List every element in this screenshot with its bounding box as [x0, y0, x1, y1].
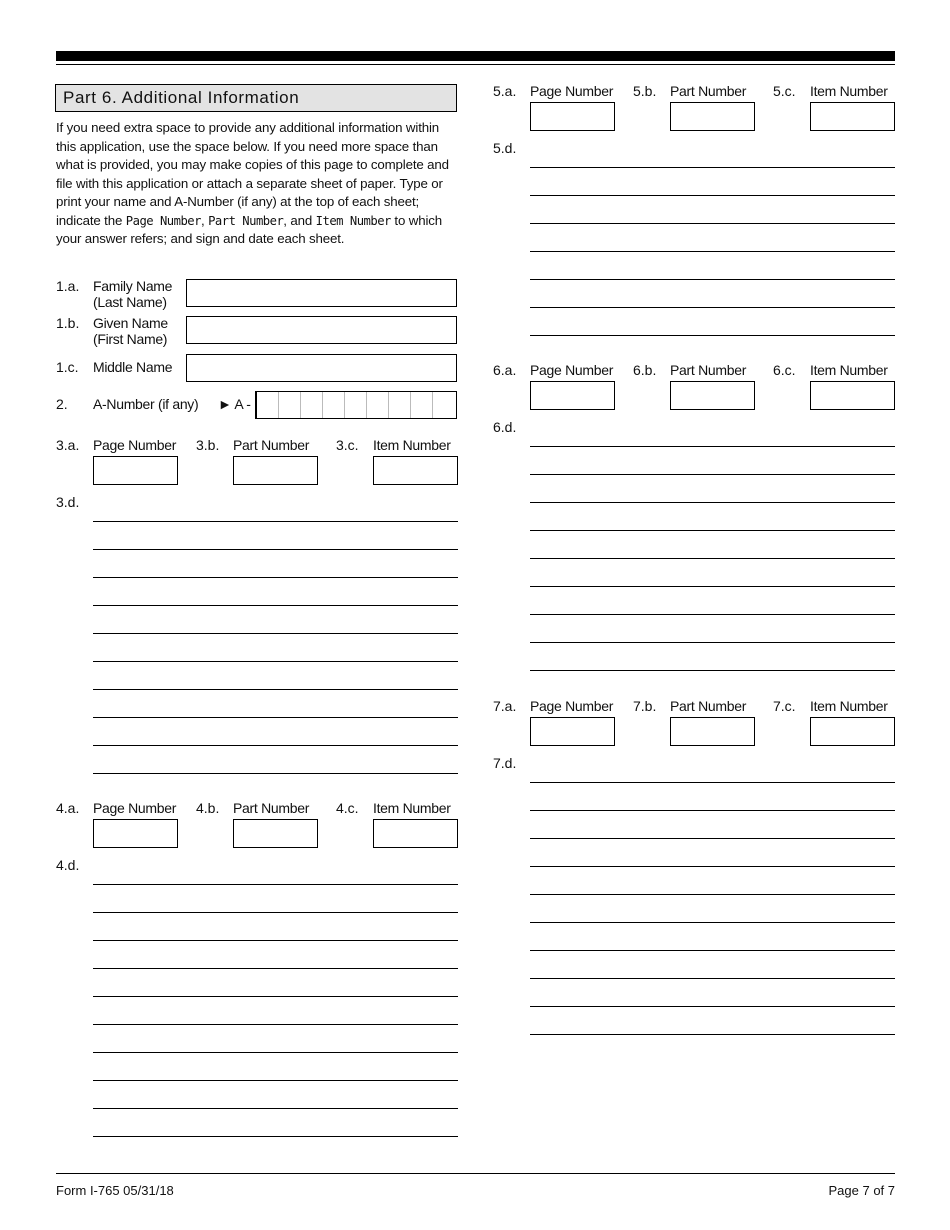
part-number-input-7[interactable]: [670, 717, 755, 746]
form-id: Form I-765 05/31/18: [56, 1183, 174, 1198]
answer-line[interactable]: [93, 912, 458, 913]
answer-line[interactable]: [530, 195, 895, 196]
field-5b-number: 5.b.: [633, 83, 657, 99]
answer-line[interactable]: [530, 614, 895, 615]
answer-line[interactable]: [530, 978, 895, 979]
field-4c-number: 4.c.: [336, 800, 359, 816]
answer-line[interactable]: [530, 335, 895, 336]
field-4b-number: 4.b.: [196, 800, 220, 816]
given-name-label-1: Given Name: [93, 315, 168, 331]
a-number-cell[interactable]: [278, 392, 300, 418]
a-number-label: A-Number (if any): [93, 396, 199, 412]
answer-line[interactable]: [530, 446, 895, 447]
field-3c-number: 3.c.: [336, 437, 359, 453]
part-number-input-4[interactable]: [233, 819, 318, 848]
field-4a-number: 4.a.: [56, 800, 80, 816]
field-1a-number: 1.a.: [56, 278, 80, 294]
field-6b-number: 6.b.: [633, 362, 657, 378]
a-number-prefix: ► A -: [218, 396, 251, 412]
page-number-input-4[interactable]: [93, 819, 178, 848]
answer-line[interactable]: [93, 633, 458, 634]
answer-line[interactable]: [93, 940, 458, 941]
item-number-label-4: Item Number: [373, 800, 451, 816]
page-number-label-3: Page Number: [93, 437, 177, 453]
answer-line[interactable]: [530, 167, 895, 168]
intro-sep-1: ,: [200, 212, 209, 228]
a-number-cell[interactable]: [322, 392, 344, 418]
item-number-input-4[interactable]: [373, 819, 458, 848]
answer-line[interactable]: [93, 521, 458, 522]
answer-line[interactable]: [93, 549, 458, 550]
field-7a-number: 7.a.: [493, 698, 517, 714]
part-6-header: [55, 84, 457, 112]
part-number-input-5[interactable]: [670, 102, 755, 131]
part-number-input-6[interactable]: [670, 381, 755, 410]
answer-line[interactable]: [530, 670, 895, 671]
a-number-cell[interactable]: [256, 392, 278, 418]
a-number-input[interactable]: [255, 391, 457, 419]
a-number-cell[interactable]: [344, 392, 366, 418]
answer-line[interactable]: [93, 968, 458, 969]
page-number-label-4: Page Number: [93, 800, 177, 816]
answer-line[interactable]: [530, 279, 895, 280]
answer-line[interactable]: [93, 577, 458, 578]
answer-line[interactable]: [530, 251, 895, 252]
answer-line[interactable]: [530, 950, 895, 951]
middle-name-input[interactable]: [186, 354, 457, 382]
item-number-label-7: Item Number: [810, 698, 888, 714]
item-number-label-5: Item Number: [810, 83, 888, 99]
field-6c-number: 6.c.: [773, 362, 796, 378]
intro-text-2: to which your answer refers; and sign and date each sheet.: [56, 212, 443, 246]
answer-line[interactable]: [93, 717, 458, 718]
answer-line[interactable]: [530, 530, 895, 531]
part-number-label-5: Part Number: [670, 83, 747, 99]
page-number-label-6: Page Number: [530, 362, 614, 378]
field-2-number: 2.: [56, 396, 68, 412]
item-number-input-7[interactable]: [810, 717, 895, 746]
field-4d-number: 4.d.: [56, 857, 80, 873]
page-number-input-5[interactable]: [530, 102, 615, 131]
intro-part-number: Part Number: [208, 213, 284, 228]
answer-line[interactable]: [530, 782, 895, 783]
family-name-label-1: Family Name: [93, 278, 173, 294]
item-number-input-3[interactable]: [373, 456, 458, 485]
part-number-label-7: Part Number: [670, 698, 747, 714]
part-number-label-4: Part Number: [233, 800, 310, 816]
field-7c-number: 7.c.: [773, 698, 796, 714]
answer-line[interactable]: [530, 1034, 895, 1035]
answer-line[interactable]: [530, 558, 895, 559]
item-number-input-5[interactable]: [810, 102, 895, 131]
page-number-input-3[interactable]: [93, 456, 178, 485]
answer-line[interactable]: [530, 866, 895, 867]
answer-line[interactable]: [93, 661, 458, 662]
field-1b-number: 1.b.: [56, 315, 80, 331]
family-name-label: [93, 278, 172, 310]
answer-line[interactable]: [93, 1024, 458, 1025]
answer-line[interactable]: [93, 605, 458, 606]
answer-line[interactable]: [530, 838, 895, 839]
field-6a-number: 6.a.: [493, 362, 517, 378]
field-3b-number: 3.b.: [196, 437, 220, 453]
page-number-input-7[interactable]: [530, 717, 615, 746]
item-number-label-6: Item Number: [810, 362, 888, 378]
bottom-rule: [56, 1173, 895, 1174]
page-number-label-7: Page Number: [530, 698, 614, 714]
answer-line[interactable]: [530, 642, 895, 643]
field-7b-number: 7.b.: [633, 698, 657, 714]
answer-line[interactable]: [93, 773, 458, 774]
answer-line[interactable]: [530, 810, 895, 811]
answer-line[interactable]: [530, 586, 895, 587]
field-5d-number: 5.d.: [493, 140, 517, 156]
answer-line[interactable]: [530, 474, 895, 475]
intro-text: [56, 119, 458, 249]
answer-line[interactable]: [93, 1108, 458, 1109]
middle-name-label: Middle Name: [93, 359, 173, 375]
part-number-label-6: Part Number: [670, 362, 747, 378]
field-6d-number: 6.d.: [493, 419, 517, 435]
given-name-label: [93, 315, 168, 347]
family-name-label-2: (Last Name): [93, 294, 167, 310]
intro-item-number: Item Number: [315, 213, 391, 228]
page-number: Page 7 of 7: [828, 1183, 895, 1198]
answer-line[interactable]: [530, 894, 895, 895]
field-1c-number: 1.c.: [56, 359, 79, 375]
page-number-label-5: Page Number: [530, 83, 614, 99]
a-number-cell[interactable]: [366, 392, 388, 418]
given-name-label-2: (First Name): [93, 331, 168, 347]
intro-page-number: Page Number: [125, 213, 201, 228]
family-name-input[interactable]: [186, 279, 457, 307]
top-rule-thin: [56, 64, 895, 65]
answer-line[interactable]: [530, 307, 895, 308]
a-number-cell[interactable]: [388, 392, 410, 418]
answer-line[interactable]: [530, 502, 895, 503]
a-number-cell[interactable]: [300, 392, 322, 418]
page-number-input-6[interactable]: [530, 381, 615, 410]
field-3a-number: 3.a.: [56, 437, 80, 453]
answer-line[interactable]: [93, 996, 458, 997]
field-3d-number: 3.d.: [56, 494, 80, 510]
field-5c-number: 5.c.: [773, 83, 796, 99]
answer-line[interactable]: [93, 884, 458, 885]
part-number-label-3: Part Number: [233, 437, 310, 453]
part-number-input-3[interactable]: [233, 456, 318, 485]
field-7d-number: 7.d.: [493, 755, 517, 771]
answer-line[interactable]: [93, 1052, 458, 1053]
given-name-input[interactable]: [186, 316, 457, 344]
item-number-input-6[interactable]: [810, 381, 895, 410]
answer-line[interactable]: [530, 1006, 895, 1007]
answer-line[interactable]: [93, 745, 458, 746]
answer-line[interactable]: [93, 689, 458, 690]
a-number-cell[interactable]: [410, 392, 432, 418]
a-number-cell[interactable]: [432, 392, 454, 418]
answer-line[interactable]: [530, 223, 895, 224]
intro-sep-2: , and: [283, 212, 316, 228]
answer-line[interactable]: [530, 922, 895, 923]
answer-line[interactable]: [93, 1080, 458, 1081]
answer-line[interactable]: [93, 1136, 458, 1137]
part-title: Part 6. Additional Information: [63, 88, 300, 107]
intro-text-1: If you need extra space to provide any additional information within this application, use the space below. If you need more space than what is provided, you may make copies of this page to complete and file with this application or attach a separate sheet of paper. Type or print your name and A-Number (if any) at the top of each sheet; indicate the: [56, 120, 449, 228]
field-5a-number: 5.a.: [493, 83, 517, 99]
item-number-label-3: Item Number: [373, 437, 451, 453]
top-rule-thick: [56, 51, 895, 61]
